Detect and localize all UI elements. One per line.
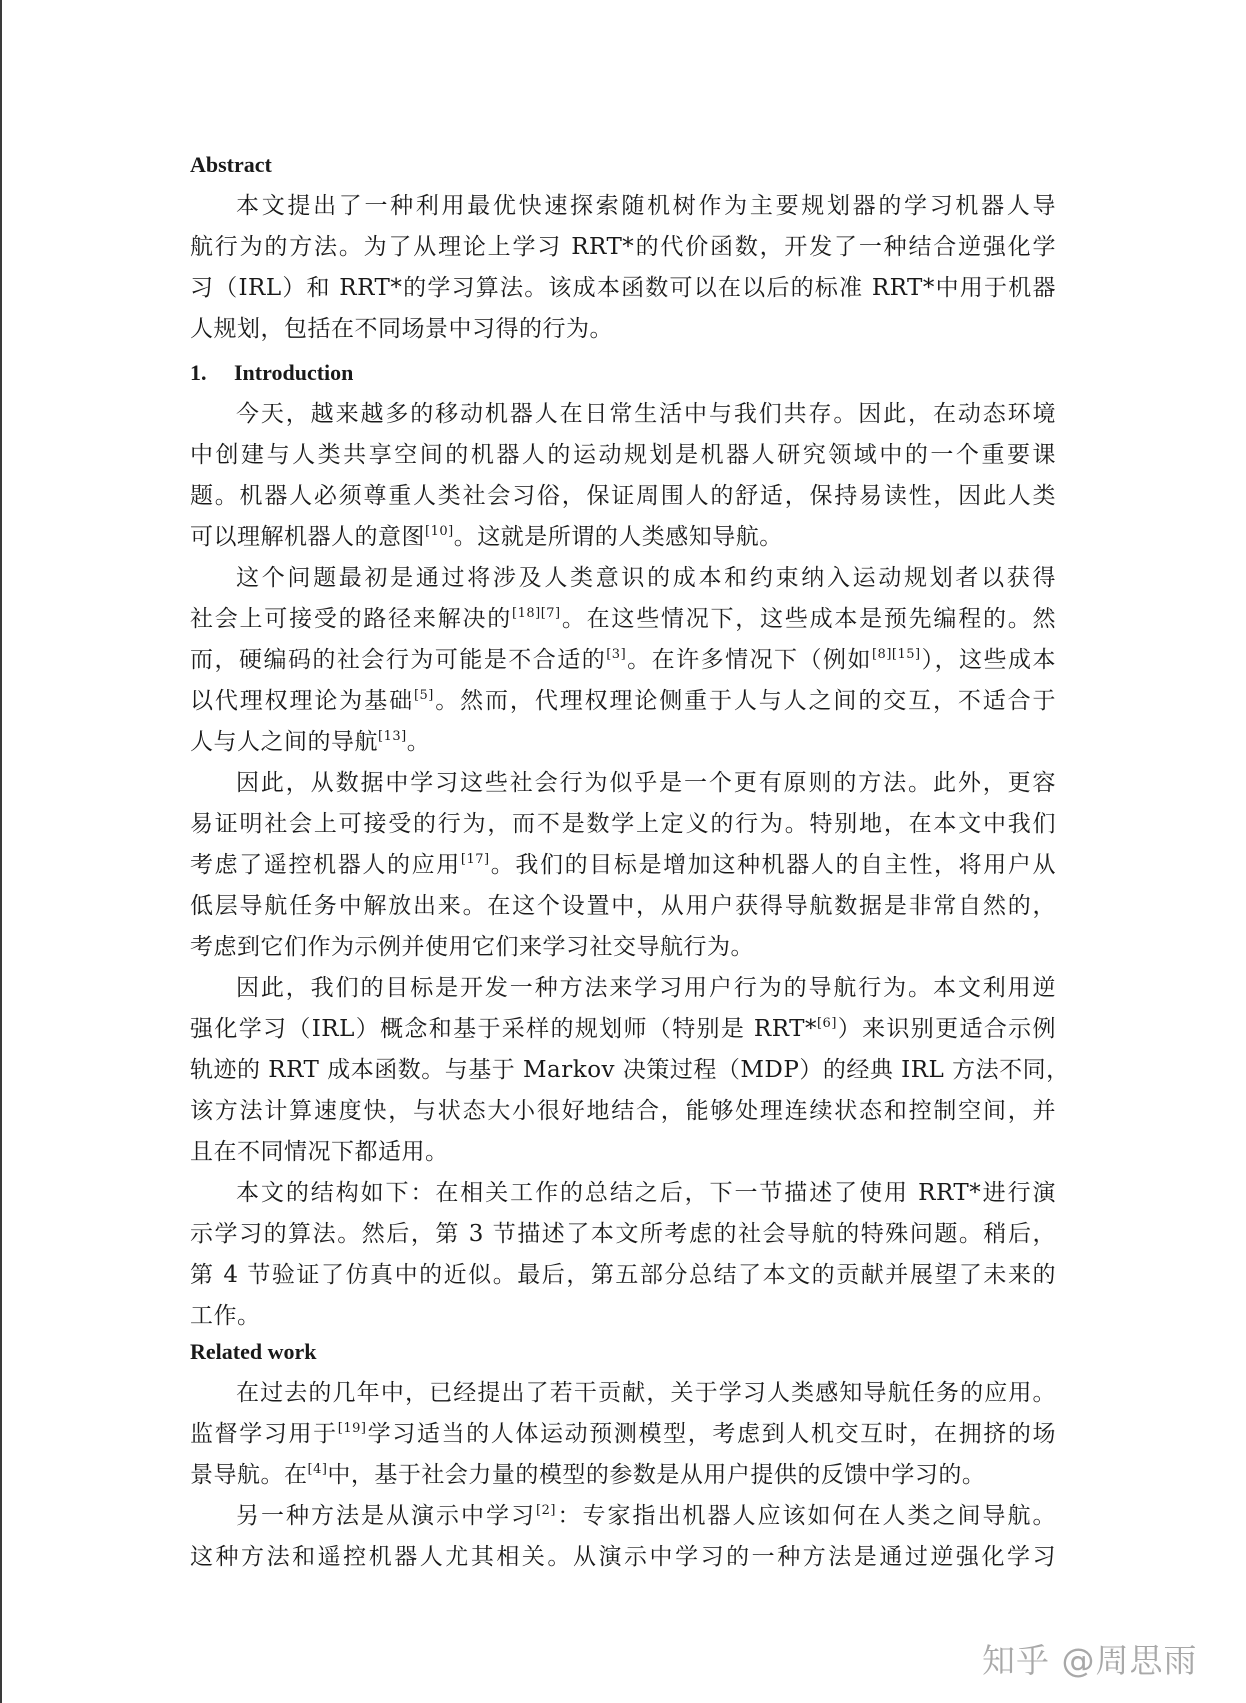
introduction-heading [190, 358, 1056, 394]
section-title: Introduction [234, 360, 354, 385]
text-line: 强化学习（IRL）概念和基于采样的规划师（特别是 RRT*[6]）来识别更适合示例 [190, 1016, 1057, 1042]
related-work-heading: Related work [190, 1339, 317, 1364]
citation: [6] [816, 1016, 837, 1031]
text-line: 以代理权理论为基础[5]。然而，代理权理论侧重于人与人之间的交互，不适合于 [190, 688, 1057, 714]
document-page [190, 150, 1070, 1578]
related-paragraph-1 [190, 1373, 1056, 1496]
text-line: 本文的结构如下：在相关工作的总结之后，下一节描述了使用 RRT*进行演 [236, 1180, 1056, 1206]
text-line: 题。机器人必须尊重人类社会习俗，保证周围人的舒适，保持易读性，因此人类 [190, 483, 1056, 509]
citation: [8][15] [871, 647, 921, 662]
text-line: 今天，越来越多的移动机器人在日常生活中与我们共存。因此，在动态环境 [236, 401, 1056, 427]
text-line: 社会上可接受的路径来解决的[18][7]。在这些情况下，这些成本是预先编程的。然 [190, 606, 1057, 632]
text-line: 因此，我们的目标是开发一种方法来学习用户行为的导航行为。本文利用逆 [236, 975, 1056, 1001]
citation: [3] [606, 647, 627, 662]
page-left-border [0, 0, 2, 1703]
text-line: 航行为的方法。为了从理论上学习 RRT*的代价函数，开发了一种结合逆强化学 [190, 234, 1056, 260]
text-line: 考虑到它们作为示例并使用它们来学习社交导航行为。 [190, 934, 754, 960]
text-line: 因此，从数据中学习这些社会行为似乎是一个更有原则的方法。此外，更容 [236, 770, 1056, 796]
text-line: 工作。 [190, 1303, 261, 1329]
intro-paragraph-2 [190, 558, 1056, 763]
citation: [2] [536, 1503, 556, 1518]
text-line: 景导航。在[4]中，基于社会力量的模型的参数是从用户提供的反馈中学习的。 [190, 1462, 986, 1488]
intro-paragraph-3 [190, 763, 1056, 968]
text-line: 人与人之间的导航[13]。 [190, 729, 431, 755]
text-line: 人规划，包括在不同场景中习得的行为。 [190, 316, 613, 342]
citation: [4] [307, 1462, 328, 1477]
abstract-paragraph [190, 186, 1056, 350]
text-line: 轨迹的 RRT 成本函数。与基于 Markov 决策过程（MDP）的经典 IRL 方法不同， [190, 1057, 1070, 1083]
text-line: 习（IRL）和 RRT*的学习算法。该成本函数可以在以后的标准 RRT*中用于机器 [190, 275, 1056, 301]
citation: [18][7] [512, 606, 561, 621]
text-line: 示学习的算法。然后，第 3 节描述了本文所考虑的社会导航的特殊问题。稍后， [190, 1221, 1056, 1247]
text-line: 低层导航任务中解放出来。在这个设置中，从用户获得导航数据是非常自然的， [190, 893, 1056, 919]
citation: [5] [413, 688, 434, 703]
citation: [10] [425, 524, 454, 539]
zhihu-watermark: 知乎 @周思雨 [982, 1641, 1198, 1680]
abstract-heading: Abstract [190, 152, 272, 177]
text-line: 本文提出了一种利用最优快速探索随机树作为主要规划器的学习机器人导 [236, 193, 1056, 219]
text-line: 易证明社会上可接受的行为，而不是数学上定义的行为。特别地，在本文中我们 [190, 811, 1056, 837]
text-line: 中创建与人类共享空间的机器人的运动规划是机器人研究领域中的一个重要课 [190, 442, 1056, 468]
text-line: 这种方法和遥控机器人尤其相关。从演示中学习的一种方法是通过逆强化学习 [190, 1544, 1056, 1570]
text-line: 该方法计算速度快，与状态大小很好地结合，能够处理连续状态和控制空间，并 [190, 1098, 1056, 1124]
citation: [17] [460, 852, 490, 867]
text-line: 可以理解机器人的意图[10]。这就是所谓的人类感知导航。 [190, 524, 783, 550]
text-line: 考虑了遥控机器人的应用[17]。我们的目标是增加这种机器人的自主性，将用户从 [190, 852, 1057, 878]
citation: [13] [378, 729, 407, 744]
text-line: 且在不同情况下都适用。 [190, 1139, 449, 1165]
citation: [19] [337, 1421, 367, 1436]
intro-paragraph-1 [190, 394, 1056, 558]
intro-paragraph-4 [190, 968, 1070, 1173]
related-paragraph-2 [190, 1496, 1056, 1578]
section-number: 1. [190, 360, 207, 385]
intro-paragraph-5 [190, 1173, 1056, 1337]
text-line: 而，硬编码的社会行为可能是不合适的[3]。在许多情况下（例如[8][15]），这些成本 [190, 647, 1056, 673]
text-line: 第 4 节验证了仿真中的近似。最后，第五部分总结了本文的贡献并展望了未来的 [190, 1262, 1056, 1288]
text-line: 监督学习用于[19]学习适当的人体运动预测模型，考虑到人机交互时，在拥挤的场 [190, 1421, 1057, 1447]
text-line: 在过去的几年中，已经提出了若干贡献，关于学习人类感知导航任务的应用。 [236, 1380, 1056, 1406]
text-line: 这个问题最初是通过将涉及人类意识的成本和约束纳入运动规划者以获得 [236, 565, 1056, 591]
text-line: 另一种方法是从演示中学习[2]：专家指出机器人应该如何在人类之间导航。 [236, 1503, 1057, 1529]
